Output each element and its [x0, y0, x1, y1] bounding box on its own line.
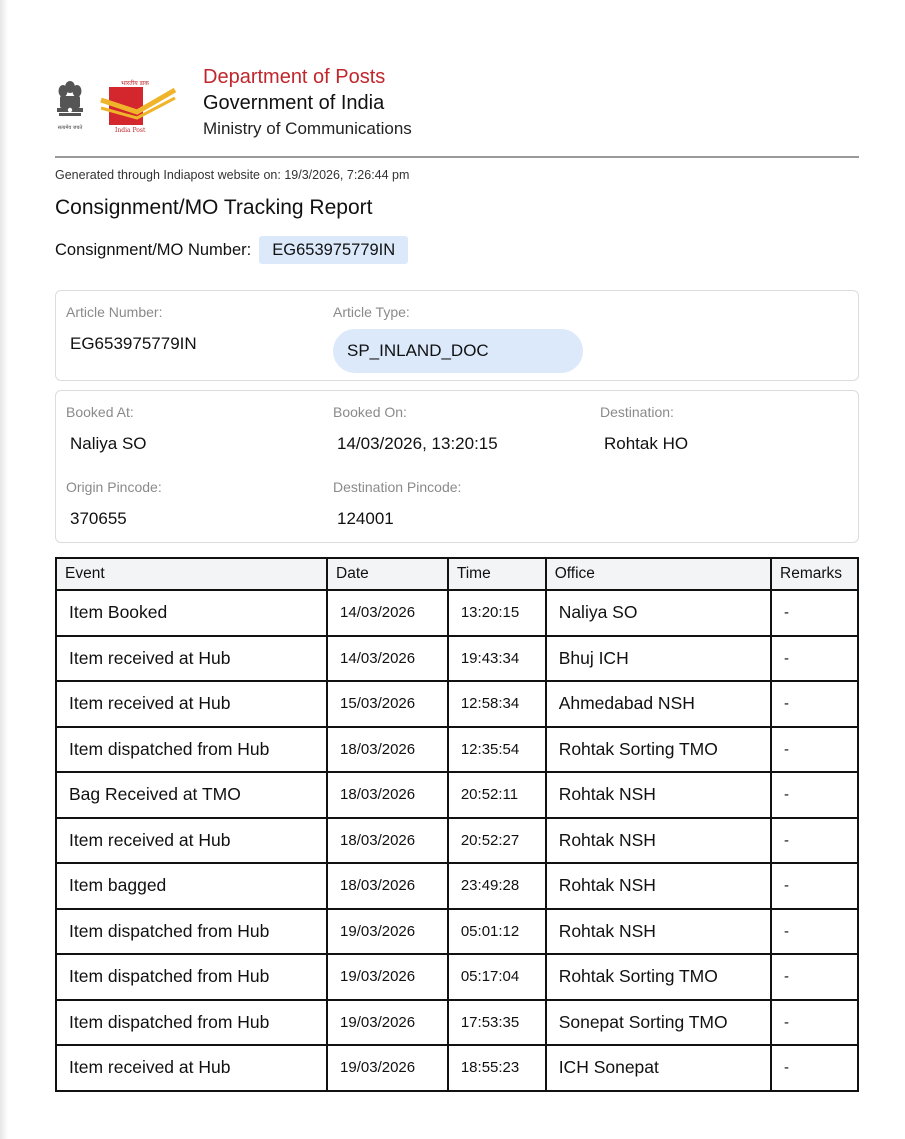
time-cell: 13:20:15 — [448, 590, 546, 636]
column-header-date: Date — [327, 558, 448, 590]
time-cell: 12:58:34 — [448, 681, 546, 727]
date-cell: 18/03/2026 — [327, 772, 448, 818]
date-cell: 19/03/2026 — [327, 1045, 448, 1091]
office-cell: Rohtak Sorting TMO — [546, 954, 771, 1000]
event-cell: Item dispatched from Hub — [56, 909, 327, 955]
destination-field — [600, 403, 688, 455]
date-cell: 19/03/2026 — [327, 909, 448, 955]
table-row — [56, 818, 858, 864]
remarks-cell: - — [771, 863, 858, 909]
office-cell: Rohtak NSH — [546, 818, 771, 864]
date-cell: 18/03/2026 — [327, 818, 448, 864]
event-cell: Item received at Hub — [56, 636, 327, 682]
time-cell: 05:17:04 — [448, 954, 546, 1000]
article-number-label: Article Number: — [66, 304, 163, 320]
remarks-cell: - — [771, 681, 858, 727]
destination-pincode-field — [333, 478, 461, 530]
event-cell: Item dispatched from Hub — [56, 727, 327, 773]
booked-at-label: Booked At: — [66, 404, 134, 420]
table-row — [56, 727, 858, 773]
national-emblem-icon — [55, 78, 85, 134]
origin-pincode-label: Origin Pincode: — [66, 479, 162, 495]
office-cell: Ahmedabad NSH — [546, 681, 771, 727]
date-cell: 19/03/2026 — [327, 954, 448, 1000]
time-cell: 20:52:11 — [448, 772, 546, 818]
origin-pincode-value: 370655 — [70, 509, 127, 528]
header-divider — [55, 156, 859, 158]
remarks-cell: - — [771, 590, 858, 636]
remarks-cell: - — [771, 909, 858, 955]
government-name: Government of India — [203, 92, 385, 114]
column-header-office: Office — [546, 558, 771, 590]
remarks-cell: - — [771, 954, 858, 1000]
svg-text:India Post: India Post — [115, 127, 146, 134]
article-type-label: Article Type: — [333, 304, 410, 320]
time-cell: 20:52:27 — [448, 818, 546, 864]
article-info-card — [55, 290, 859, 381]
time-cell: 17:53:35 — [448, 1000, 546, 1046]
event-cell: Item Booked — [56, 590, 327, 636]
event-cell: Item bagged — [56, 863, 327, 909]
department-name: Department of Posts — [203, 66, 386, 88]
header-text — [203, 64, 412, 142]
table-row — [56, 954, 858, 1000]
table-row — [56, 681, 858, 727]
table-row — [56, 590, 858, 636]
event-cell: Bag Received at TMO — [56, 772, 327, 818]
column-header-remarks: Remarks — [771, 558, 858, 590]
table-row — [56, 772, 858, 818]
event-cell: Item dispatched from Hub — [56, 1000, 327, 1046]
destination-pincode-label: Destination Pincode: — [333, 479, 462, 495]
time-cell: 19:43:34 — [448, 636, 546, 682]
event-cell: Item received at Hub — [56, 681, 327, 727]
remarks-cell: - — [771, 772, 858, 818]
consignment-label: Consignment/MO Number: — [55, 240, 252, 259]
office-cell: Rohtak Sorting TMO — [546, 727, 771, 773]
time-cell: 23:49:28 — [448, 863, 546, 909]
date-cell: 19/03/2026 — [327, 1000, 448, 1046]
event-cell: Item received at Hub — [56, 1045, 327, 1091]
svg-text:भारतीय डाक: भारतीय डाक — [121, 80, 149, 87]
ministry-name: Ministry of Communications — [203, 119, 412, 138]
office-cell: Sonepat Sorting TMO — [546, 1000, 771, 1046]
date-cell: 18/03/2026 — [327, 727, 448, 773]
table-row — [56, 863, 858, 909]
svg-text:सत्यमेव जयते: सत्यमेव जयते — [57, 125, 83, 131]
date-cell: 15/03/2026 — [327, 681, 448, 727]
generated-timestamp: Generated through Indiapost website on: 19/3/2026, 7:26:44 pm — [55, 168, 410, 182]
event-cell: Item dispatched from Hub — [56, 954, 327, 1000]
office-cell: ICH Sonepat — [546, 1045, 771, 1091]
table-row — [56, 1045, 858, 1091]
time-cell: 18:55:23 — [448, 1045, 546, 1091]
consignment-row — [55, 236, 408, 264]
remarks-cell: - — [771, 1045, 858, 1091]
booking-info-card — [55, 390, 859, 543]
report-header — [55, 64, 859, 146]
remarks-cell: - — [771, 636, 858, 682]
india-post-logo-icon — [97, 78, 177, 134]
remarks-cell: - — [771, 818, 858, 864]
event-cell: Item received at Hub — [56, 818, 327, 864]
booked-on-label: Booked On: — [333, 404, 407, 420]
destination-label: Destination: — [600, 404, 674, 420]
destination-value: Rohtak HO — [604, 434, 689, 453]
article-type-field — [333, 303, 583, 373]
booked-on-value: 14/03/2026, 13:20:15 — [337, 434, 498, 453]
page-edge-shadow — [0, 0, 8, 1139]
origin-pincode-field — [66, 478, 162, 530]
tracking-events-table — [55, 557, 859, 1092]
time-cell: 05:01:12 — [448, 909, 546, 955]
table-row — [56, 909, 858, 955]
office-cell: Rohtak NSH — [546, 863, 771, 909]
office-cell: Rohtak NSH — [546, 909, 771, 955]
destination-pincode-value: 124001 — [337, 509, 394, 528]
remarks-cell: - — [771, 727, 858, 773]
office-cell: Rohtak NSH — [546, 772, 771, 818]
article-number-value: EG653975779IN — [70, 334, 197, 353]
article-type-badge: SP_INLAND_DOC — [333, 329, 583, 373]
date-cell: 14/03/2026 — [327, 590, 448, 636]
office-cell: Bhuj ICH — [546, 636, 771, 682]
column-header-event: Event — [56, 558, 327, 590]
page-title: Consignment/MO Tracking Report — [55, 196, 373, 219]
consignment-number-badge: EG653975779IN — [259, 236, 408, 264]
column-header-time: Time — [448, 558, 546, 590]
booked-at-field — [66, 403, 147, 455]
time-cell: 12:35:54 — [448, 727, 546, 773]
office-cell: Naliya SO — [546, 590, 771, 636]
article-number-field — [66, 303, 197, 355]
date-cell: 14/03/2026 — [327, 636, 448, 682]
date-cell: 18/03/2026 — [327, 863, 448, 909]
remarks-cell: - — [771, 1000, 858, 1046]
booked-on-field — [333, 403, 498, 455]
table-row — [56, 636, 858, 682]
table-header-row — [56, 558, 858, 590]
table-row — [56, 1000, 858, 1046]
booked-at-value: Naliya SO — [70, 434, 147, 453]
